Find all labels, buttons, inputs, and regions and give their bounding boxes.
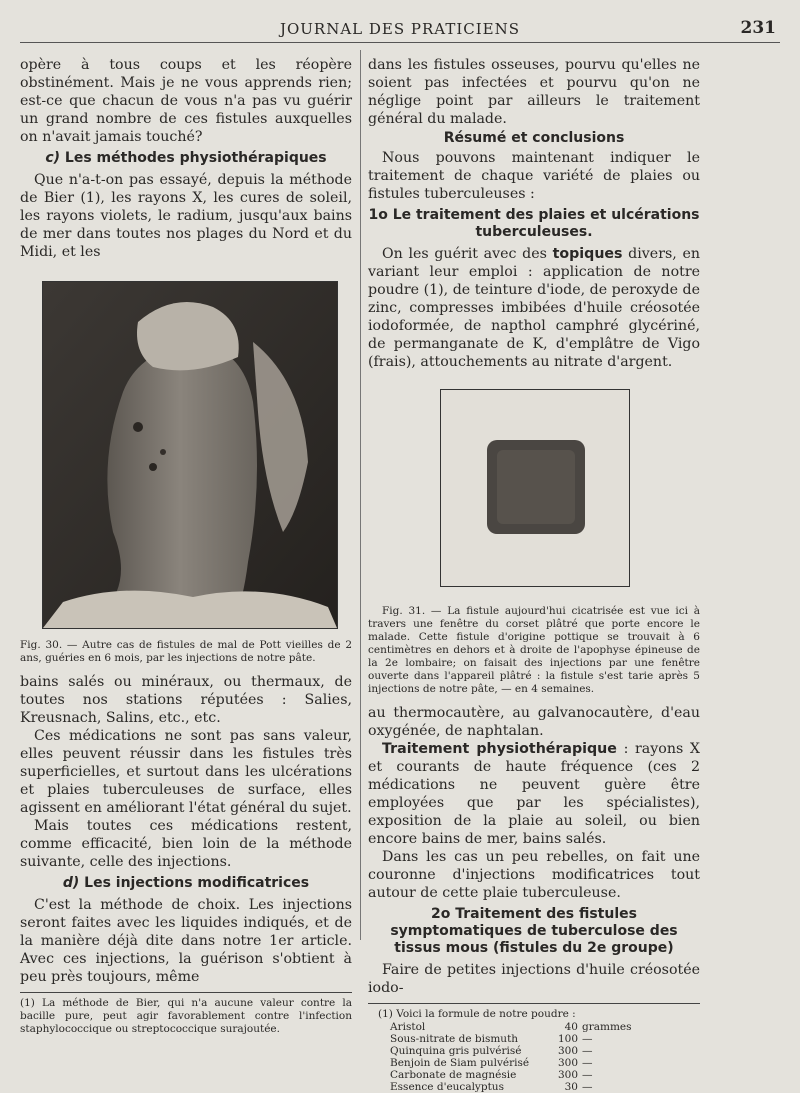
paragraph [368, 740, 700, 848]
figure-31-caption: Fig. 31. — La fistule aujourd'hui cicatrisée est vue ici à travers une fenêtre du corset plâtré que porte encore le malade. Cette fistule d'origine pottique se trouvait à 6 centimètres en dehors et à droite de l'apophyse épineuse de la 2e lombaire; on faisait des injections par une fenêtre ouverte dans l'appareil plâtré : la fistule s'est tarie après 5 injections de notre pâte, — en 4 semaines. [368, 605, 700, 695]
ingredient-quantity: 100 [557, 1033, 578, 1045]
paragraph: Que n'a-t-on pas essayé, depuis la méthode de Bier (1), les rayons X, les cures de soleil, les rayons violets, le radium, jusqu'aux bains de mer dans toutes nos plages du Nord et du Midi, et les [20, 172, 352, 260]
section-title: Les méthodes physiothérapiques [64, 150, 327, 166]
ingredient-quantity: 300 [557, 1045, 578, 1057]
ingredient-name: Essence d'eucalyptus [390, 1081, 504, 1093]
paragraph [368, 245, 700, 371]
paragraph: au thermocautère, au galvanocautère, d'eau oxygénée, de naphtalan. [368, 705, 700, 739]
resume-heading: Résumé et conclusions [443, 130, 625, 146]
journal-title: JOURNAL DES PRATICIENS [279, 20, 521, 38]
section-heading-c [20, 150, 352, 167]
ingredient-quantity: 30 [564, 1081, 578, 1093]
running-header [20, 16, 780, 43]
ingredient-unit: grammes [582, 1021, 632, 1033]
emphasis: topiques [552, 246, 623, 262]
section-letter: d) [62, 875, 80, 891]
subsection-heading-2: 2o Traitement des fistules symptomatiques de tuberculose des tissus mous (fistules du 2e groupe) [390, 906, 678, 956]
ingredient-quantity: 40 [564, 1021, 578, 1033]
formula-row [388, 1045, 644, 1057]
footnote: (1) La méthode de Bier, qui n'a aucune valeur contre la bacille pure, peut agir favorablement contre l'infection staphylococcique ou streptococcique surajoutée. [20, 997, 352, 1035]
figure-30 [20, 281, 352, 665]
paragraph: dans les fistules osseuses, pourvu qu'elles ne soient pas infectées et pourvu qu'on ne néglige point par ailleurs le traitement général du malade. [368, 57, 700, 127]
figure-31-photo [440, 389, 630, 587]
ingredient-name: Quinquina gris pulvérisé [390, 1045, 522, 1057]
formula-row [388, 1057, 644, 1069]
footnote-rule [368, 1003, 700, 1004]
paragraph: Dans les cas un peu rebelles, on fait une couronne d'injections modificatrices tout autour de cette plaie tuberculeuse. [368, 849, 700, 901]
ingredient-unit: — [582, 1045, 593, 1057]
ingredient-name: Aristol [390, 1021, 426, 1033]
paragraph: Mais toutes ces médications restent, comme efficacité, bien loin de la méthode suivante, celle des injections. [20, 818, 352, 870]
footnote-rule [20, 992, 352, 993]
paragraph: C'est la méthode de choix. Les injections seront faites avec les liquides indiqués, et de la manière déjà dite dans notre 1er article. Avec ces injections, la guérison s'obtient à peu près toujours, même [20, 897, 352, 985]
formula-row [388, 1033, 644, 1045]
ingredient-unit: — [582, 1069, 593, 1081]
section-title: Les injections modificatrices [84, 875, 310, 891]
paragraph: Ces médications ne sont pas sans valeur, elles peuvent réussir dans les fistules très superficielles, et surtout dans les ulcérations et plaies tuberculeuses de surface, elles agissent en améliorant l'état général du sujet. [20, 728, 352, 816]
column-divider [360, 50, 361, 940]
figure-31 [440, 389, 700, 591]
section-heading-d [20, 875, 352, 892]
text-run: divers, en variant leur emploi : application de notre poudre (1), de teinture d'iode, de peroxyde de zinc, compresses imbibées d'huile créosotée iodoformée, de napthol camphré glycériné, de permanganate de K, d'emplâtre de Vigo (frais), attouchements au nitrate d'argent. [368, 246, 700, 370]
ingredient-unit: — [582, 1033, 593, 1045]
formula-row [388, 1021, 644, 1033]
paragraph: Faire de petites injections d'huile créosotée iodo- [368, 962, 700, 996]
footnote: (1) Voici la formule de notre poudre : [378, 1008, 576, 1020]
figure-30-photo [42, 281, 338, 629]
paragraph: Nous pouvons maintenant indiquer le traitement de chaque variété de plaies ou fistules tuberculeuses : [368, 150, 700, 202]
ingredient-name: Sous-nitrate de bismuth [390, 1033, 519, 1045]
powder-formula-table [388, 1021, 644, 1093]
paragraph: bains salés ou minéraux, ou thermaux, de toutes nos stations réputées : Salies, Kreusnach, Salins, etc., etc. [20, 674, 352, 726]
formula-row [388, 1069, 644, 1081]
subsection-heading-1: 1o Le traitement des plaies et ulcérations tuberculeuses. [368, 207, 700, 240]
ingredient-name: Carbonate de magnésie [390, 1069, 517, 1081]
paragraph: opère à tous coups et les réopère obstinément. Mais je ne vous apprends rien; est-ce que chacun de vous n'a pas vu guérir un grand nombre de ces fistules auxquelles on n'avait jamais touché? [20, 57, 352, 145]
text-run: : rayons X et courants de haute fréquence (ces 2 médications ne peuvent guère être employées que par les spécialistes), exposition de la plaie au soleil, ou bien encore bains de mer, bains salés. [368, 741, 701, 847]
figure-30-caption: Fig. 30. — Autre cas de fistules de mal de Pott vieilles de 2 ans, guéries en 6 mois, par les injections de notre pâte. [20, 639, 352, 664]
page-number: 231 [740, 18, 776, 38]
text-run: On les guérit avec des [382, 246, 553, 262]
ingredient-name: Benjoin de Siam pulvérisé [390, 1057, 530, 1069]
ingredient-unit: — [582, 1081, 593, 1093]
left-column [20, 56, 352, 1036]
section-letter: c) [45, 150, 61, 166]
ingredient-quantity: 300 [557, 1057, 578, 1069]
right-column [368, 56, 700, 1093]
ingredient-unit: — [582, 1057, 593, 1069]
formula-row [388, 1081, 644, 1093]
emphasis: Traitement physiothérapique [382, 741, 617, 757]
ingredient-quantity: 300 [557, 1069, 578, 1081]
